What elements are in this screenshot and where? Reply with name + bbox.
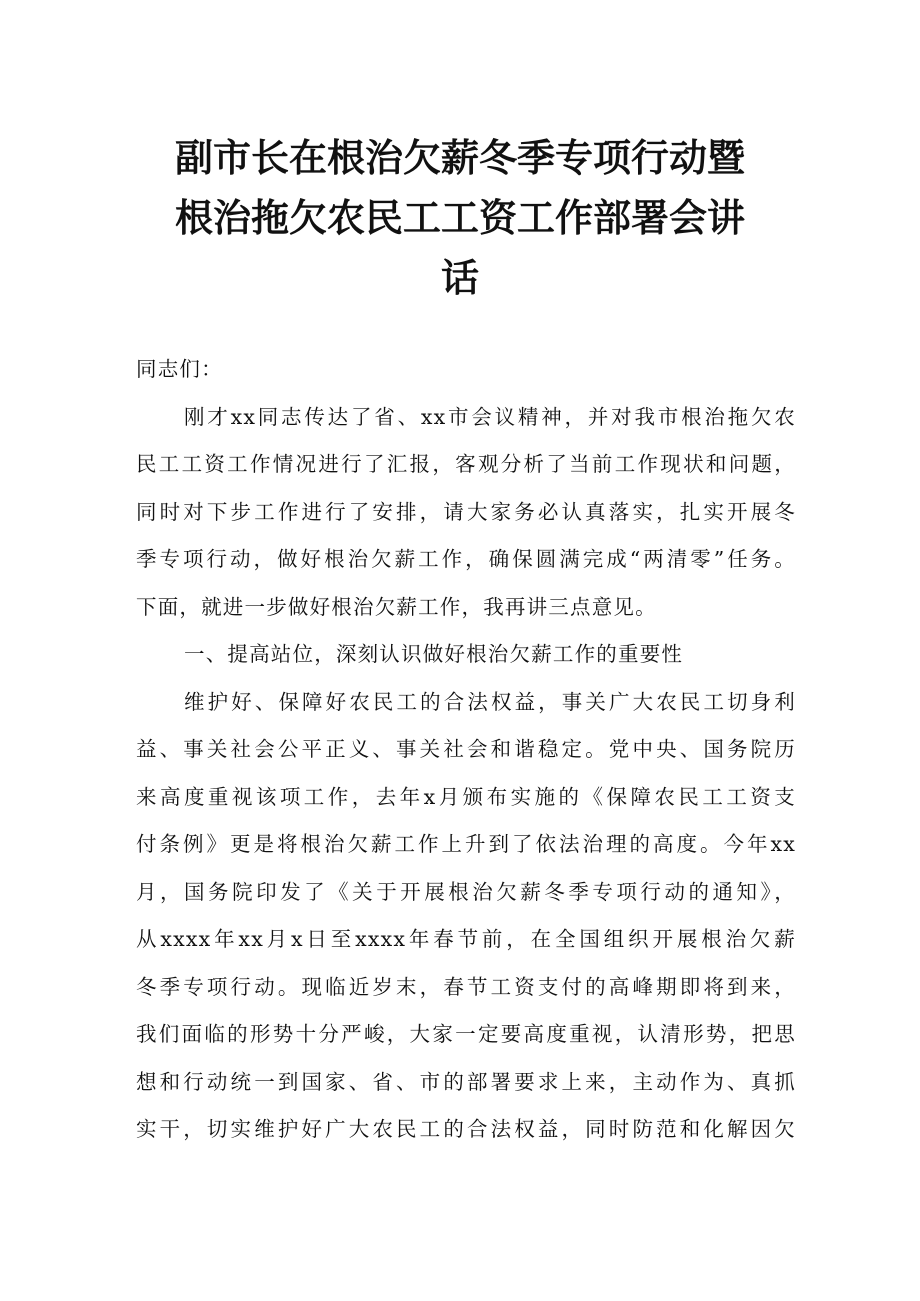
paragraph-line: 民工工资工作情况进行了汇报，客观分析了当前工作现状和问题， [136,452,796,476]
paragraph-line: 来高度重视该项工作，去年x月颁布实施的《保障农民工工资支 [136,784,796,809]
paragraph-line: 月，国务院印发了《关于开展根治欠薪冬季专项行动的通知》， [136,879,796,904]
paragraph-line: 从xxxx年xx月x日至xxxx年春节前，在全国组织开展根治欠薪 [136,927,796,951]
document-title [130,128,790,308]
title-line: 副市长在根治欠薪冬季专项行动暨 [174,136,745,180]
paragraph-line: 维护好、保障好农民工的合法权益，事关广大农民工切身利 [184,689,796,714]
paragraph-line: 付条例》更是将根治欠薪工作上升到了依法治理的高度。今年xx [136,832,796,856]
paragraph-line: 益、事关社会公平正义、事关社会和谐稳定。党中央、国务院历 [136,737,796,761]
paragraph-line: 刚才xx同志传达了省、xx市会议精神，并对我市根治拖欠农 [184,404,796,429]
paragraph-line: 下面，就进一步做好根治欠薪工作，我再讲三点意见。 [136,594,657,619]
document-body [136,346,796,1154]
section-heading: 一、提高站位，深刻认识做好根治欠薪工作的重要性 [184,642,684,666]
title-line: 话 [440,256,479,300]
salutation: 同志们： [136,357,223,381]
paragraph-line: 冬季专项行动。现临近岁末，春节工资支付的高峰期即将到来， [136,974,796,999]
paragraph-line: 同时对下步工作进行了安排，请大家务必认真落实，扎实开展冬 [136,499,796,524]
paragraph-line: 季专项行动，做好根治欠薪工作，确保圆满完成“两清零”任务。 [136,547,796,571]
paragraph-line: 我们面临的形势十分严峻，大家一定要高度重视，认清形势，把思 [136,1022,796,1046]
paragraph-line: 实干，切实维护好广大农民工的合法权益，同时防范和化解因欠 [136,1117,796,1141]
paragraph-line: 想和行动统一到国家、省、市的部署要求上来，主动作为、真抓 [136,1069,796,1094]
title-line: 根治拖欠农民工工资工作部署会讲 [174,196,745,240]
